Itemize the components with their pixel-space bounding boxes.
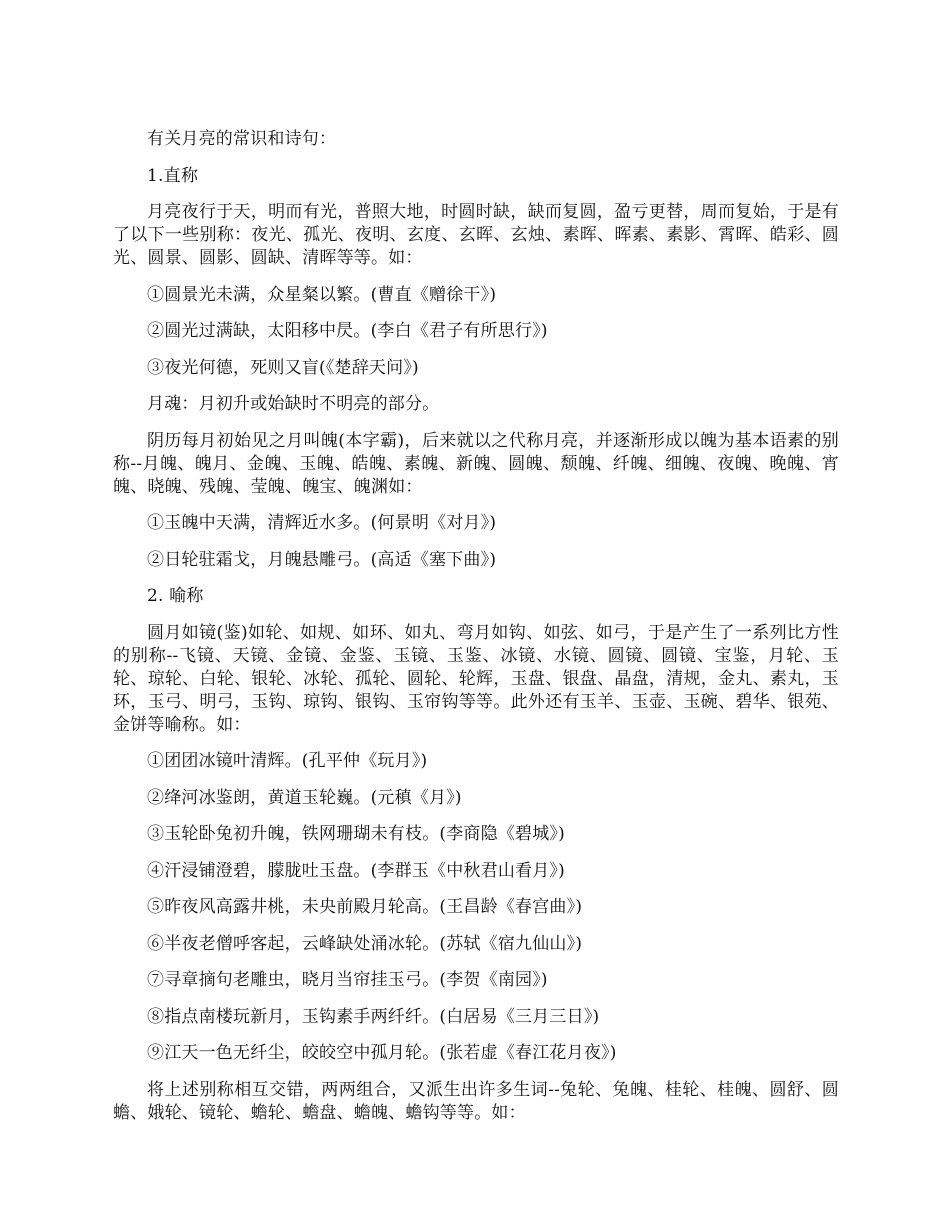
poem-quote: ④汗浸铺澄碧，朦胧吐玉盘。(李群玉《中秋君山看月》) <box>147 860 565 881</box>
poem-quote: ⑦寻章摘句老雕虫，晓月当帘挂玉弓。(李贺《南园》) <box>147 970 548 990</box>
paragraph: 月亮夜行于天，明而有光，普照大地，时圆时缺，缺而复圆，盈亏更替，周而复始，于是有了以下一些别称：夜光、孤光、夜明、玄度、玄晖、玄烛、素晖、晖素、素影、霄晖、皓彩、圆光、圆景、圆影、圆缺、清晖等等。如： <box>113 202 839 268</box>
poem-quote: ③夜光何德，死则又盲(《楚辞天问》) <box>147 357 419 378</box>
poem-quote: ①玉魄中天满，清辉近水多。(何景明《对月》) <box>147 513 497 533</box>
section-heading-metaphor-names: 2. 喻称 <box>147 586 204 606</box>
poem-quote: ②圆光过满缺，太阳移中昃。(李白《君子有所思行》) <box>147 321 548 341</box>
paragraph: 阴历每月初始见之月叫魄(本字霸)，后来就以之代称月亮，并逐渐形成以魄为基本语素的别称--月魄、魄月、金魄、玉魄、皓魄、素魄、新魄、圆魄、颓魄、纤魄、细魄、夜魄、晚魄、宵魄、晓魄、残魄、莹魄、魄宝、魄渊如： <box>113 430 839 497</box>
poem-quote: ③玉轮卧兔初升魄，铁网珊瑚未有枝。(李商隐《碧城》) <box>147 824 565 844</box>
poem-quote: ②日轮驻霜戈，月魄悬雕弓。(高适《塞下曲》) <box>147 549 497 570</box>
poem-quote: ①圆景光未满，众星粲以繁。(曹直《赠徐干》) <box>147 284 497 305</box>
section-heading-direct-names: 1.直称 <box>147 165 199 186</box>
poem-quote: ②绛河冰鉴朗，黄道玉轮巍。(元稹《月》) <box>147 787 462 808</box>
poem-quote: ⑧指点南楼玩新月，玉钩素手两纤纤。(白居易《三月三日》) <box>147 1006 600 1027</box>
paragraph: 月魂：月初升或始缺时不明亮的部分。 <box>147 394 440 414</box>
poem-quote: ⑨江天一色无纤尘，皎皎空中孤月轮。(张若虚《春江花月夜》) <box>147 1043 617 1063</box>
poem-quote: ⑥半夜老僧呼客起，云峰缺处涌冰轮。(苏轼《宿九仙山》) <box>147 933 583 954</box>
paragraph: 将上述别称相互交错，两两组合，又派生出许多生词--兔轮、兔魄、桂轮、桂魄、圆舒、圆蟾、娥轮、镜轮、蟾轮、蟾盘、蟾魄、蟾钩等等。如： <box>113 1079 839 1123</box>
poem-quote: ①团团冰镜叶清辉。(孔平仲《玩月》) <box>147 751 428 771</box>
poem-quote: ⑤昨夜风高露井桃，未央前殿月轮高。(王昌龄《春宫曲》) <box>147 897 583 917</box>
document-body <box>113 128 839 1138</box>
paragraph: 圆月如镜(鉴)如轮、如规、如环、如丸、弯月如钩、如弦、如弓，于是产生了一系列比方性的别称--飞镜、天镜、金镜、金鉴、玉镜、玉鉴、冰镜、水镜、圆镜、圆镜、宝鉴，月轮、玉轮、琼轮、白轮、银轮、冰轮、孤轮、圆轮、轮辉，玉盘、银盘、晶盘，清规，金丸、素丸，玉环，玉弓、明弓，玉钩、琼钩、银钩、玉帘钩等等。此外还有玉羊、玉壶、玉碗、碧华、银苑、金饼等喻称。如： <box>113 622 839 735</box>
paragraph-intro: 有关月亮的常识和诗句： <box>147 129 337 149</box>
